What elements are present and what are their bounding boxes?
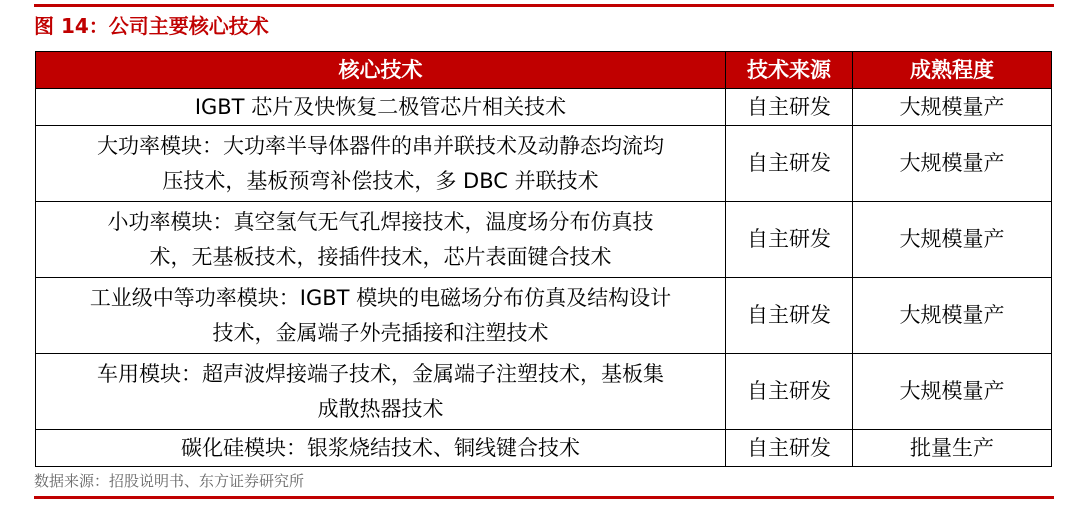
- header-technology-source: 技术来源: [726, 52, 853, 89]
- tech-line: 碳化硅模块：银浆烧结技术、铜线键合技术: [181, 435, 580, 460]
- tech-line: IGBT 芯片及快恢复二极管芯片相关技术: [194, 94, 567, 119]
- tech-cell: [36, 89, 726, 126]
- tech-line: 压技术，基板预弯补偿技术，多 DBC 并联技术: [162, 168, 599, 193]
- figure-title: 图 14：公司主要核心技术: [34, 14, 269, 38]
- table-row: [36, 126, 1052, 202]
- tech-cell: [36, 354, 726, 430]
- bottom-rule: [34, 496, 1054, 499]
- top-rule: [34, 4, 1054, 7]
- maturity-cell: 大规模量产: [853, 126, 1052, 202]
- maturity-cell: 大规模量产: [853, 202, 1052, 278]
- tech-line: 车用模块：超声波焊接端子技术，金属端子注塑技术，基板集: [97, 361, 664, 386]
- core-technology-table: [35, 51, 1052, 467]
- tech-cell: [36, 126, 726, 202]
- source-cell: 自主研发: [726, 278, 853, 354]
- tech-line: 术，无基板技术，接插件技术，芯片表面键合技术: [149, 244, 612, 269]
- tech-line: 大功率模块：大功率半导体器件的串并联技术及动静态均流均: [97, 133, 664, 158]
- maturity-cell: 大规模量产: [853, 278, 1052, 354]
- source-cell: 自主研发: [726, 354, 853, 430]
- maturity-cell: 批量生产: [853, 430, 1052, 467]
- data-source-note: 数据来源：招股说明书、东方证券研究所: [34, 472, 305, 490]
- header-maturity: 成熟程度: [853, 52, 1052, 89]
- tech-cell: [36, 202, 726, 278]
- table-row: [36, 430, 1052, 467]
- table-row: [36, 89, 1052, 126]
- tech-line: 成散热器技术: [317, 396, 444, 421]
- tech-cell: [36, 278, 726, 354]
- maturity-cell: 大规模量产: [853, 89, 1052, 126]
- source-cell: 自主研发: [726, 89, 853, 126]
- table-row: [36, 278, 1052, 354]
- source-cell: 自主研发: [726, 126, 853, 202]
- tech-cell: [36, 430, 726, 467]
- table-row: [36, 354, 1052, 430]
- maturity-cell: 大规模量产: [853, 354, 1052, 430]
- source-cell: 自主研发: [726, 430, 853, 467]
- table-header-row: [36, 52, 1052, 89]
- tech-line: 工业级中等功率模块：IGBT 模块的电磁场分布仿真及结构设计: [89, 285, 672, 310]
- table-row: [36, 202, 1052, 278]
- tech-line: 小功率模块：真空氢气无气孔焊接技术，温度场分布仿真技: [107, 209, 654, 234]
- tech-line: 技术，金属端子外壳插接和注塑技术: [212, 320, 549, 345]
- source-cell: 自主研发: [726, 202, 853, 278]
- header-core-technology: 核心技术: [36, 52, 726, 89]
